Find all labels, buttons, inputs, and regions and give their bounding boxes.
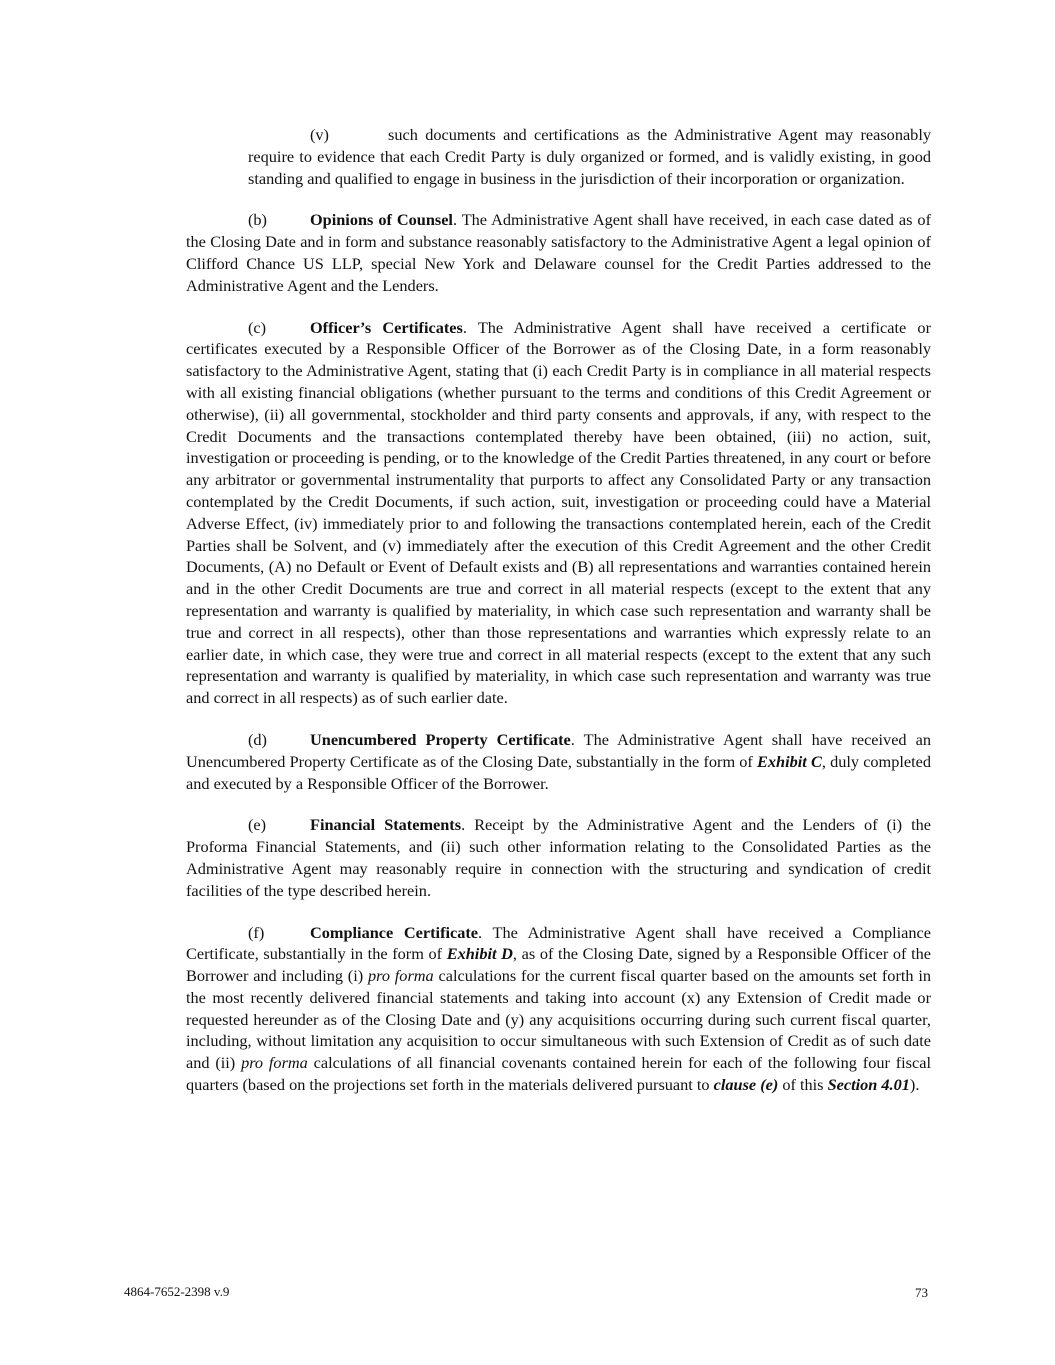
paragraph-text: , as of the Closing Date, signed by a Responsible Officer of the Borrower and including (i) [186, 944, 931, 986]
item-number: (f) [248, 922, 265, 942]
paragraph-f [186, 922, 931, 1096]
exhibit-reference: Exhibit D [446, 944, 513, 964]
paragraph-e [186, 814, 931, 901]
section-heading: Opinions of Counsel [310, 210, 453, 230]
item-number: (c) [248, 317, 267, 337]
paragraph-text: . The Administrative Agent shall have received an Unencumbered Property Certificate as of the Closing Date, substantially in the form of [186, 729, 931, 771]
section-reference: Section 4.01 [827, 1075, 910, 1095]
paragraph-text: . Receipt by the Administrative Agent and the Lenders of (i) the Proforma Financial Statements, and (ii) such other information relating to the Consolidated Parties as the Administrative Agent may reasonably require in connection with the structuring and syndication of credit facilities of the type described herein. [186, 815, 931, 900]
paragraph-b [186, 209, 931, 296]
paragraph-text: of this [778, 1075, 828, 1095]
page-number: 73 [915, 1285, 928, 1300]
document-body [186, 124, 931, 1116]
paragraph-text: calculations of all financial covenants contained herein for each of the following four fiscal quarters (based on the projections set forth in the materials delivered pursuant to [186, 1053, 931, 1095]
section-heading: Unencumbered Property Certificate [310, 729, 571, 749]
paragraph-text: , duly completed and executed by a Responsible Officer of the Borrower. [186, 751, 931, 793]
clause-reference: clause (e) [713, 1075, 779, 1095]
item-number: (d) [248, 729, 267, 749]
paragraph-v [248, 124, 931, 189]
section-heading: Financial Statements [310, 815, 462, 835]
paragraph-text: . The Administrative Agent shall have received a Compliance Certificate, substantially in the form of [186, 922, 931, 964]
pro-forma-term: pro forma [367, 966, 434, 986]
paragraph-text: such documents and certifications as the Administrative Agent may reasonably require to evidence that each Credit Party is duly organized or formed, and is validly existing, in good standing and qualified to engage in business in the jurisdiction of their incorporation or organization. [248, 125, 931, 188]
paragraph-text: ). [909, 1075, 920, 1095]
item-number: (b) [248, 210, 267, 230]
item-number: (e) [248, 815, 267, 835]
paragraph-text: . The Administrative Agent shall have received a certificate or certificates executed by a Responsible Officer of the Borrower as of the Closing Date, in a form reasonably satisfactory to the Administrative Agent, stating that (i) each Credit Party is in compliance in all material respects with all existing financial obligations (whether pursuant to the terms and conditions of this Credit Agreement or otherwise), (ii) all governmental, stockholder and third party consents and approvals, if any, with respect to the Credit Documents and the transactions contemplated thereby have been obtained, (iii) no action, suit, investigation or proceeding is pending, or to the knowledge of the Credit Parties threatened, in any court or before any arbitrator or governmental instrumentality that purports to affect any Consolidated Party or any transaction contemplated by the Credit Documents, if such action, suit, investigation or proceeding could have a Material Adverse Effect, (iv) immediately prior to and following the transactions contemplated herein, each of the Credit Parties shall be Solvent, and (v) immediately after the execution of this Credit Agreement and the other Credit Documents, (A) no Default or Event of Default exists and (B) all representations and warranties contained herein and in the other Credit Documents are true and correct in all material respects (except to the extent that any representation and warranty is qualified by materiality, in which case such representation and warranty shall be true and correct in all respects), other than those representations and warranties which expressly relate to an earlier date, in which case, they were true and correct in all material respects (except to the extent that any such representation and warranty is qualified by materiality, in which case such representation and warranty was true and correct in all respects) as of such earlier date. [186, 317, 931, 708]
item-number: (v) [310, 125, 329, 144]
document-id: 4864-7652-2398 v.9 [124, 1284, 230, 1299]
exhibit-reference: Exhibit C [757, 751, 822, 771]
paragraph-text: calculations for the current fiscal quarter based on the amounts set forth in the most recently delivered financial statements and taking into account (x) any Extension of Credit made or requested hereunder as of the Closing Date and (y) any acquisitions occurring during such current fiscal quarter, including, without limitation any acquisition to occur simultaneous with such Extension of Credit as of such date and (ii) [186, 966, 931, 1073]
paragraph-d [186, 729, 931, 794]
paragraph-c [186, 317, 931, 709]
section-heading: Compliance Certificate [310, 922, 479, 942]
pro-forma-term: pro forma [241, 1053, 308, 1073]
paragraph-text: . The Administrative Agent shall have received, in each case dated as of the Closing Date and in form and substance reasonably satisfactory to the Administrative Agent a legal opinion of Clifford Chance US LLP, special New York and Delaware counsel for the Credit Parties addressed to the Administrative Agent and the Lenders. [186, 210, 931, 295]
section-heading: Officer’s Certificates [310, 317, 463, 337]
